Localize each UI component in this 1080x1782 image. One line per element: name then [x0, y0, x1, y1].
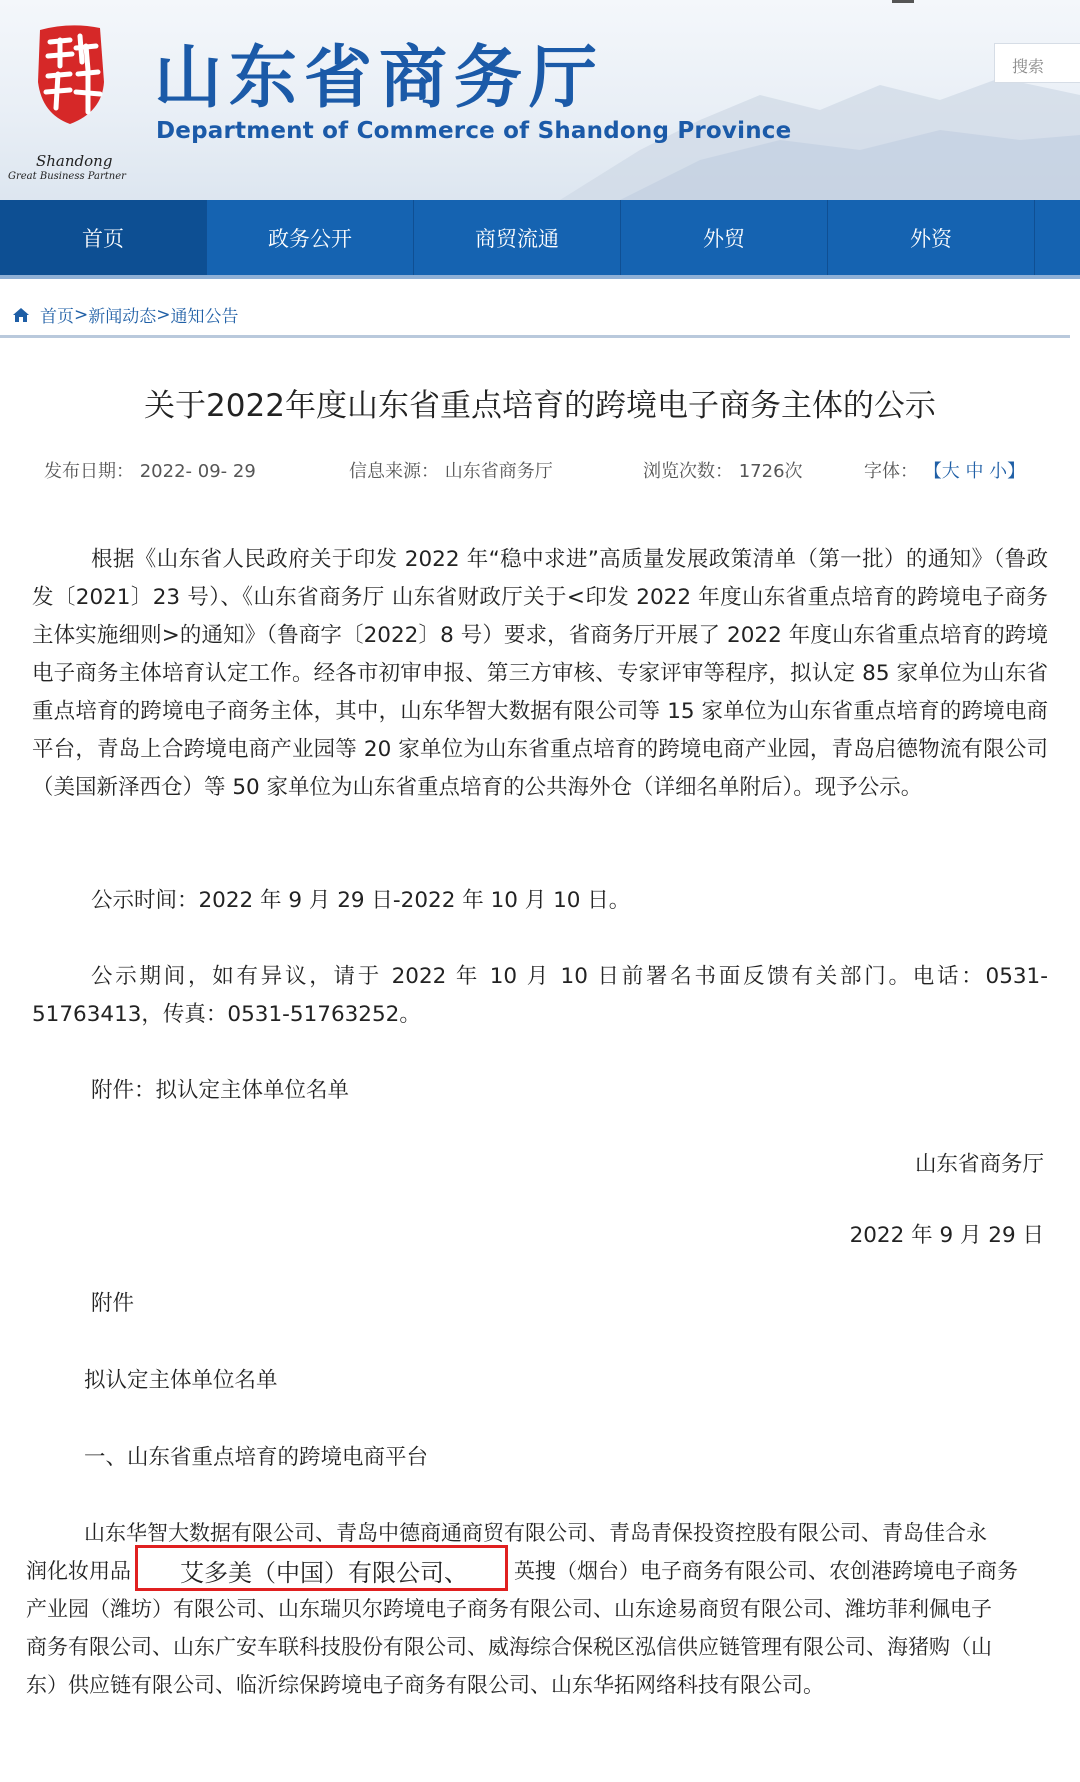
breadcrumb-separator: > [74, 304, 89, 325]
attachment-note: 附件：拟认定主体单位名单 [91, 1078, 350, 1103]
section-1-title: 一、山东省重点培育的跨境电商平台 [84, 1445, 429, 1470]
logo-tagline: Great Business Partner [8, 171, 126, 182]
font-size-options[interactable]: 【大 中 小】 [923, 461, 1026, 482]
breadcrumb-divider [0, 335, 1070, 338]
search-input[interactable]: 搜索 [994, 43, 1080, 83]
company-list-line-2-end: 英捜（烟台）电子商务有限公司、农创港跨境电子商务 [514, 1559, 1018, 1583]
info-source-value: 山东省商务厅 [444, 461, 553, 482]
breadcrumb-news-link[interactable]: 新闻动态 [88, 307, 157, 327]
publish-date-value: 2022- 09- 29 [139, 461, 256, 482]
breadcrumb-separator: > [156, 304, 171, 325]
site-header [0, 0, 1080, 200]
site-logo[interactable] [8, 18, 138, 182]
nav-item-foreign-investment[interactable]: 外资 [828, 200, 1035, 275]
signature-date: 2022 年 9 月 29 日 [849, 1223, 1044, 1248]
breadcrumb-home-link[interactable]: 首页 [40, 307, 74, 327]
list-title: 拟认定主体单位名单 [84, 1368, 278, 1393]
article-title: 关于2022年度山东省重点培育的跨境电子商务主体的公示 [144, 388, 936, 424]
company-list-line-3: 产业园（潍坊）有限公司、山东瑞贝尔跨境电子商务有限公司、山东途易商贸有限公司、潍坊菲利佩电子 [26, 1597, 992, 1621]
home-icon [12, 307, 30, 323]
main-nav [0, 200, 1080, 275]
publish-date [44, 457, 256, 483]
breadcrumb [12, 302, 239, 327]
body-paragraph-1: 根据《山东省人民政府关于印发 2022 年“稳中求进”高质量发展政策清单（第一批）的通知》（鲁政发〔2021〕23 号）、《山东省商务厅 山东省财政厅关于<印发 2022 年度山东省重点培育的跨境电子商务主体实施细则>的通知》（鲁商字〔2022〕8 号）要求，省商务厅开展了 2022 年度山东省重点培育的跨境电子商务主体培育认定工作。经各市初审申报、第三方审核、专家评审等程序，拟认定 85 家单位为山东省重点培育的跨境电子商务主体，其中，山东华智大数据有限公司等 15 家单位为山东省重点培育的跨境电商平台，青岛上合跨境电商产业园等 20 家单位为山东省重点培育的跨境电商产业园，青岛启德物流有限公司（美国新泽西仓）等 50 家单位为山东省重点培育的公共海外仓（详细名单附后）。现予公示。 [32, 547, 1048, 800]
company-list-line-5: 东）供应链有限公司、临沂综保跨境电子商务有限公司、山东华拓网络科技有限公司。 [26, 1673, 824, 1697]
body-paragraph-2: 公示时间：2022 年 9 月 29 日-2022 年 10 月 10 日。 [91, 888, 631, 913]
info-source [349, 457, 553, 483]
view-count [643, 457, 803, 483]
breadcrumb-current-link[interactable]: 通知公告 [170, 307, 239, 327]
company-list-line-4: 商务有限公司、山东广安车联科技股份有限公司、威海综合保税区泓信供应链管理有限公司、海猪购（山 [26, 1635, 992, 1659]
nav-item-trade-circulation[interactable]: 商贸流通 [414, 200, 621, 275]
font-size-control [864, 457, 1025, 483]
nav-item-foreign-trade[interactable]: 外贸 [621, 200, 828, 275]
publish-date-label: 发布日期： [44, 461, 134, 482]
signature: 山东省商务厅 [914, 1152, 1044, 1177]
view-count-label: 浏览次数： [643, 461, 733, 482]
company-list-line-1: 山东华智大数据有限公司、青岛中德商通商贸有限公司、青岛青保投资控股有限公司、青岛佳合永 [84, 1521, 987, 1545]
appendix-label: 附件 [91, 1291, 135, 1316]
nav-underline [0, 275, 1080, 279]
nav-item-government-affairs[interactable]: 政务公开 [207, 200, 414, 275]
site-subtitle: Department of Commerce of Shandong Province [156, 118, 792, 144]
company-list-line-2-start: 润化妆用品 [26, 1559, 131, 1583]
view-count-value: 1726次 [738, 461, 803, 482]
font-size-label: 字体： [864, 461, 918, 482]
info-source-label: 信息来源： [349, 461, 439, 482]
highlighted-company: 艾多美（中国）有限公司、 [180, 1559, 468, 1587]
nav-item-home[interactable]: 首页 [0, 200, 207, 275]
top-divider [892, 0, 914, 3]
body-paragraph-3: 公示期间，如有异议，请于 2022 年 10 月 10 日前署名书面反馈有关部门。电话：0531-51763413，传真：0531-51763252。 [32, 964, 1048, 1027]
site-title: 山东省商务厅 [154, 39, 605, 118]
logo-script-text: Shandong [36, 152, 113, 170]
seal-logo-icon [30, 22, 110, 128]
